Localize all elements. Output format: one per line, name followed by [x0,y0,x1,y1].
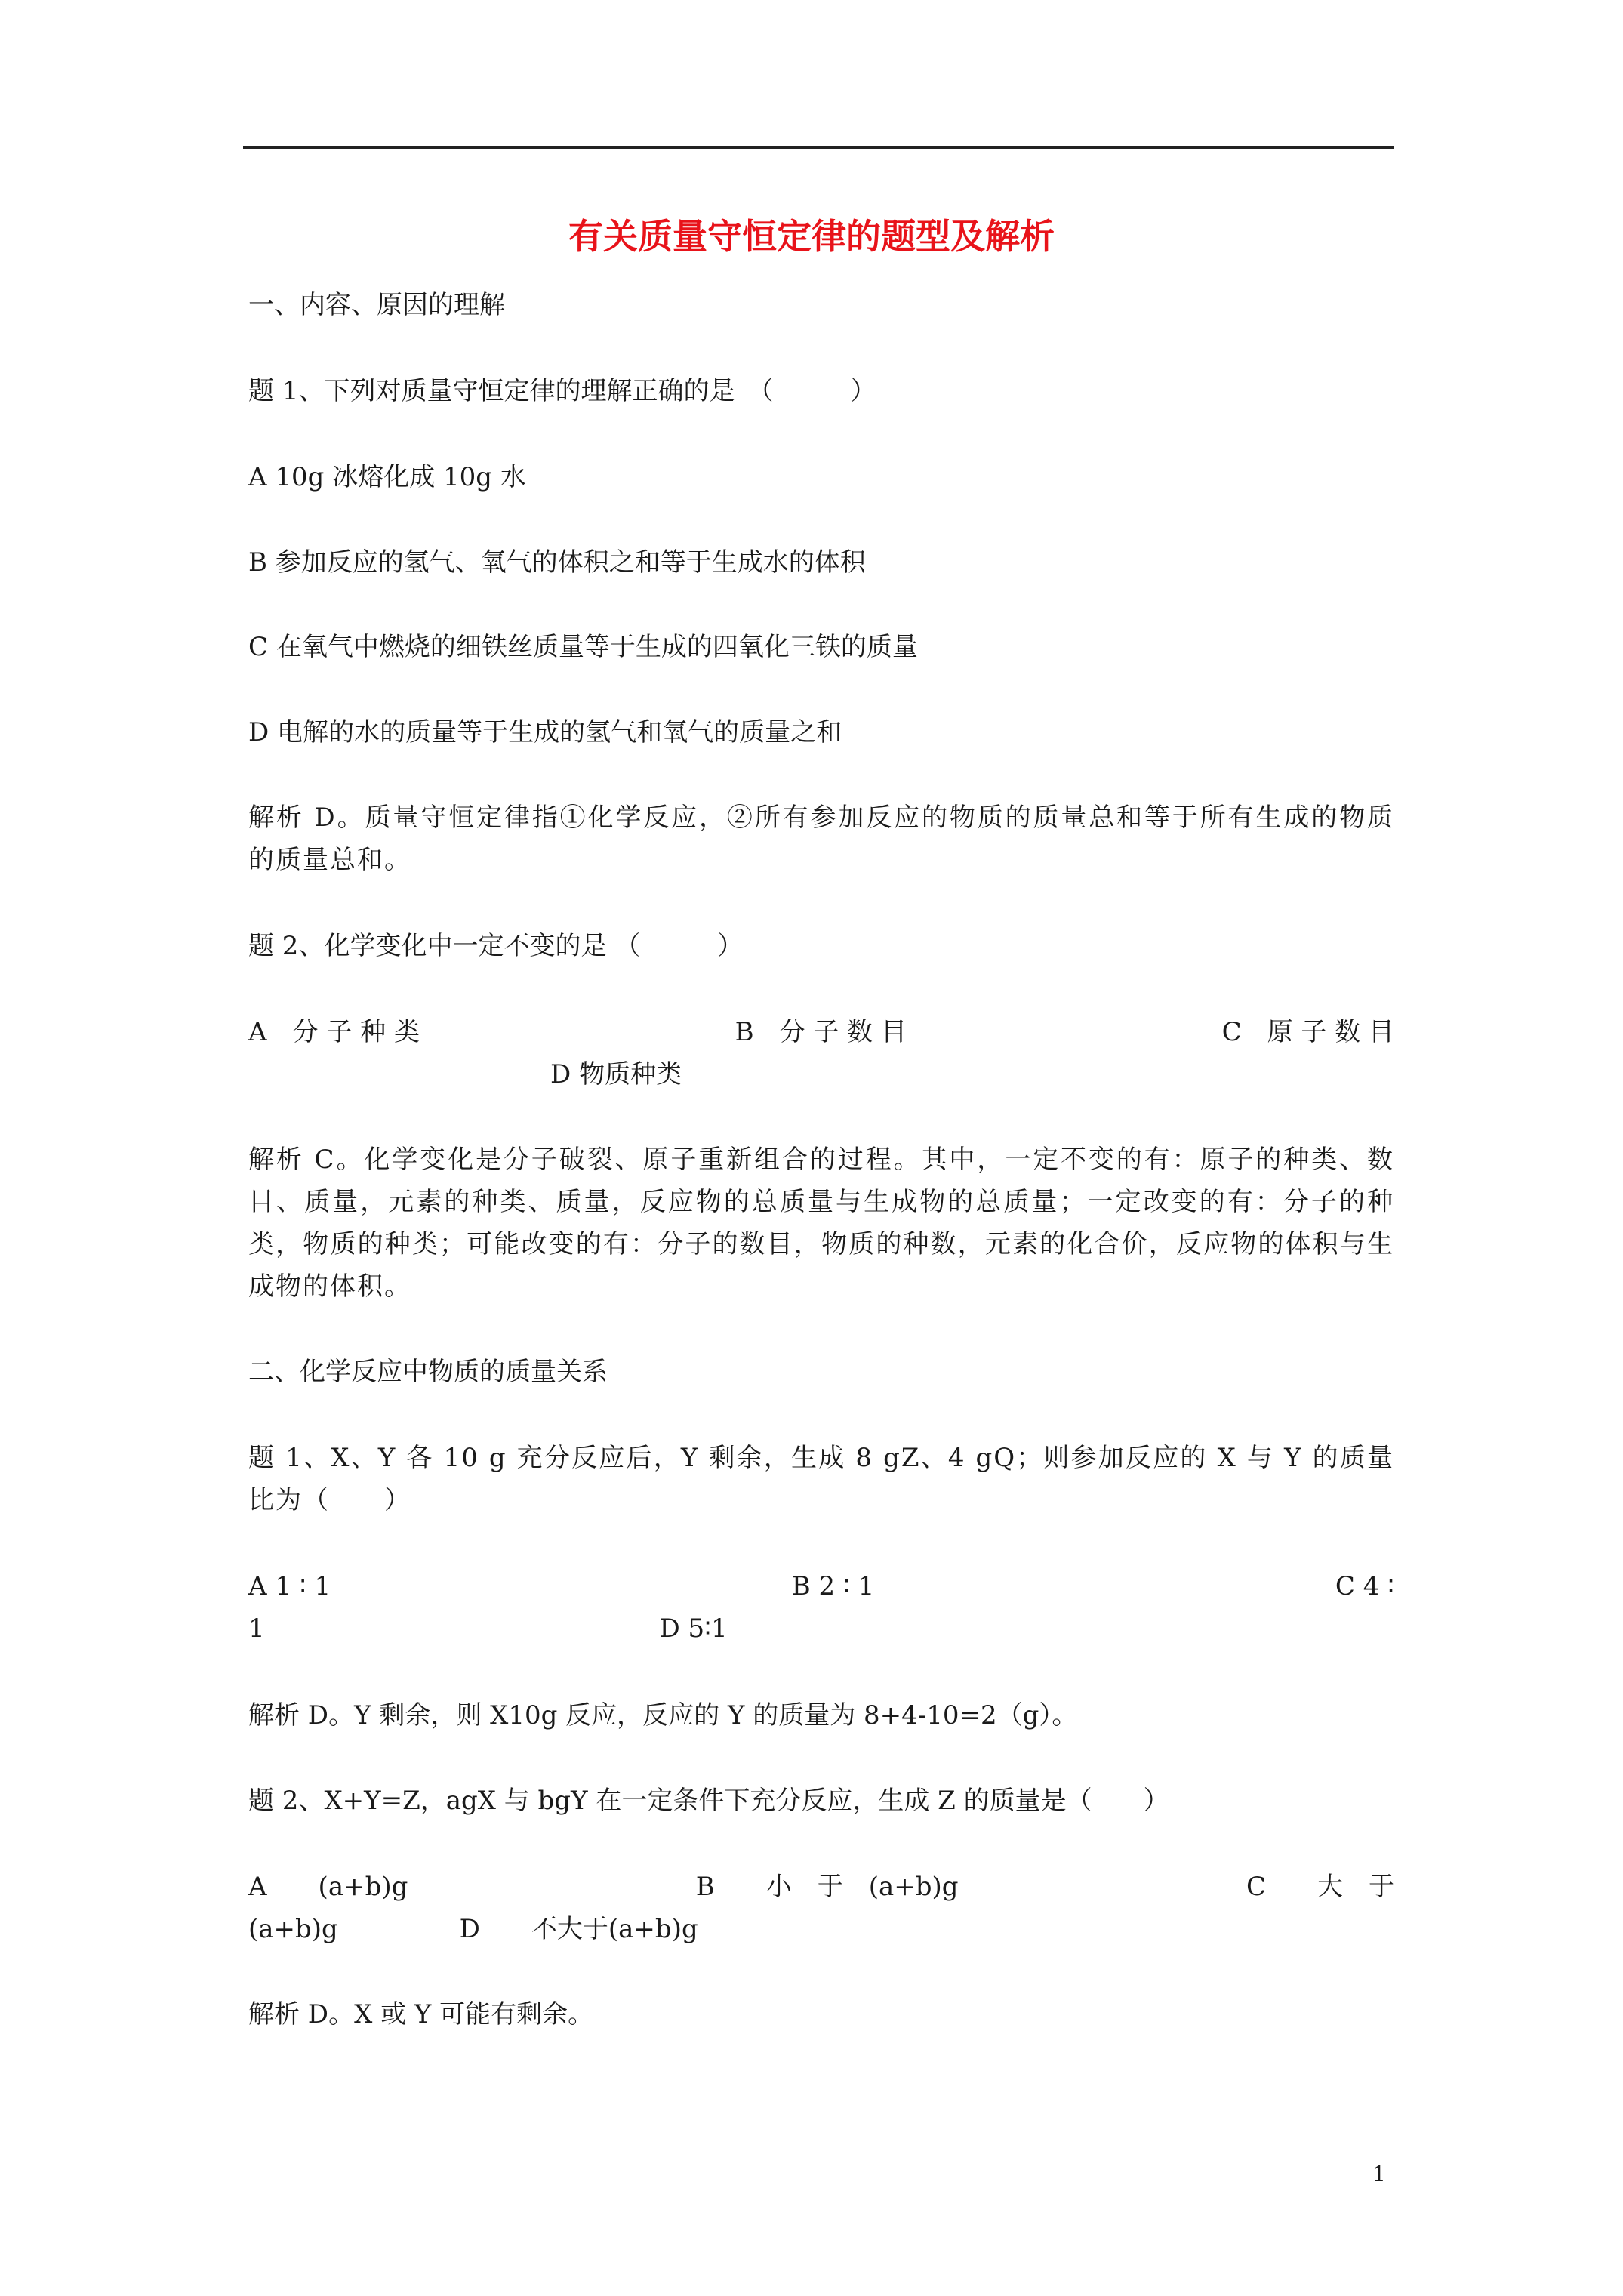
s2-q1-option-c-cont: 1 [248,1613,265,1644]
s1-q2-option-d: D 物质种类 [550,1059,682,1089]
s1-q1-option-a: A 10g 冰熔化成 10g 水 [248,462,526,492]
s2-q2-option-b: B 小 于 (a+b)g [695,1872,959,1902]
s1-q1-option-c: C 在氧气中燃烧的细铁丝质量等于生成的四氧化三铁的质量 [248,632,918,662]
s2-q1-option-c: C 4 ∶ [1335,1571,1394,1601]
s1-q1-analysis: 解析 D。质量守恒定律指①化学反应，②所有参加反应的物质的质量总和等于所有生成的物质的质量总和。 [248,803,1394,875]
s1-q2-analysis: 解析 C。化学变化是分子破裂、原子重新组合的过程。其中，一定不变的有：原子的种类、数目、质量，元素的种类、质量，反应物的总质量与生成物的总质量；一定改变的有：分子的种类，物质的种类；可能改变的有：分子的数目，物质的种数，元素的化合价，反应物的体积与生成物的体积。 [248,1145,1394,1302]
s1-q2-option-c: C 原 子 数 目 [1221,1017,1394,1047]
s2-q2-options [248,1866,1394,1950]
s2-q1-option-a: A 1 ∶ 1 [248,1571,331,1601]
s2-q1-stem: 题 1、X、Y 各 10 g 充分反应后，Y 剩余，生成 8 gZ、4 gQ；则参加反应的 X 与 Y 的质量比为（ ） [248,1443,1394,1515]
s2-q2-analysis: 解析 D。X 或 Y 可能有剩余。 [248,1999,594,2029]
header-rule [243,146,1394,149]
s1-q2-option-a: A 分 子 种 类 [248,1017,420,1047]
s1-q2-option-b: B 分 子 数 目 [735,1017,907,1047]
s2-q1-analysis: 解析 D。Y 剩余，则 X10g 反应，反应的 Y 的质量为 8+4-10=2（g）。 [248,1700,1078,1730]
s1-q1-option-b: B 参加反应的氢气、氧气的体积之和等于生成水的体积 [248,547,866,578]
s2-q1-options [248,1565,1394,1650]
s2-q2-option-c: C 大 于 [1246,1872,1394,1902]
page-title: 有关质量守恒定律的题型及解析 [568,216,1055,257]
s1-q1-option-d: D 电解的水的质量等于生成的氢气和氧气的质量之和 [248,717,842,747]
section-2-heading: 二、化学反应中物质的质量关系 [248,1357,608,1387]
s2-q1-option-b: B 2 ∶ 1 [791,1571,875,1601]
s2-q2-stem: 题 2、X+Y=Z，agX 与 bgY 在一定条件下充分反应，生成 Z 的质量是（ ） [248,1786,1169,1816]
s1-q2-stem: 题 2、化学变化中一定不变的是 （ ） [248,931,744,961]
s2-q2-option-c-cont: (a+b)g [248,1914,338,1944]
s1-q1-stem: 题 1、下列对质量守恒定律的理解正确的是 （ ） [248,376,876,406]
s2-q2-option-a: A (a+b)g [248,1872,408,1902]
s2-q2-option-d: D 不大于(a+b)g [459,1914,698,1944]
s2-q1-option-d: D 5∶1 [659,1613,728,1644]
s1-q2-options [248,1011,1394,1096]
page-number: 1 [1372,2162,1386,2187]
section-1-heading: 一、内容、原因的理解 [248,290,505,320]
